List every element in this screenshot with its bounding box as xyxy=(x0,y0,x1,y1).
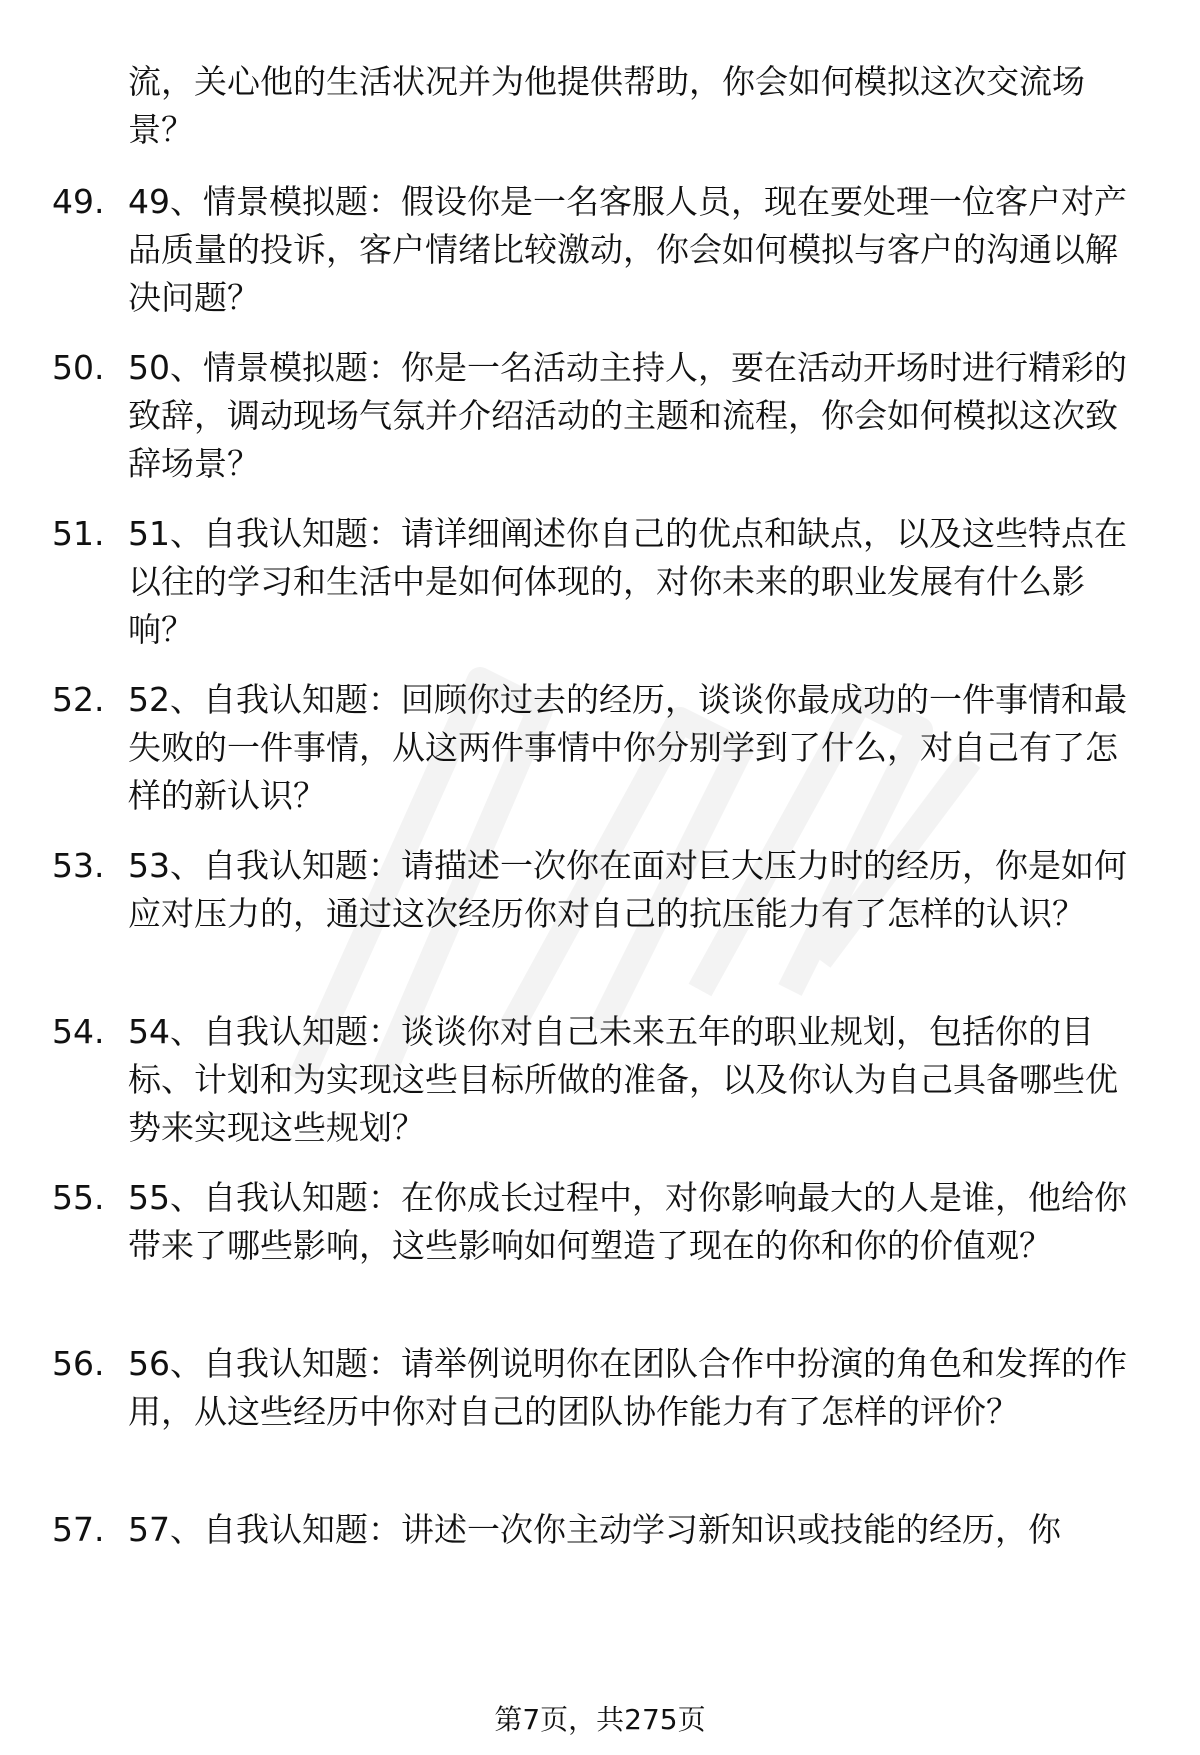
item-number: 54. xyxy=(52,1012,105,1051)
item-text: 55、自我认知题：在你成长过程中，对你影响最大的人是谁，他给你带来了哪些影响，这些影响如何塑造了现在的你和你的价值观？ xyxy=(128,1178,1127,1265)
item-text: 56、自我认知题：请举例说明你在团队合作中扮演的角色和发挥的作用，从这些经历中你对自己的团队协作能力有了怎样的评价？ xyxy=(128,1344,1127,1431)
item-number: 52. xyxy=(52,680,105,719)
item-number: 57. xyxy=(52,1510,105,1549)
item-number: 50. xyxy=(52,348,105,387)
item-text: 52、自我认知题：回顾你过去的经历，谈谈你最成功的一件事情和最失败的一件事情，从这两件事情中你分别学到了什么，对自己有了怎样的新认识？ xyxy=(128,680,1127,815)
page-footer: 第7页，共275页 xyxy=(494,1703,706,1736)
item-text: 53、自我认知题：请描述一次你在面对巨大压力时的经历，你是如何应对压力的，通过这次经历你对自己的抗压能力有了怎样的认识？ xyxy=(128,846,1127,933)
item-number: 56. xyxy=(52,1344,105,1383)
item-number: 49. xyxy=(52,182,105,221)
item-number: 53. xyxy=(52,846,105,885)
item-text: 54、自我认知题：谈谈你对自己未来五年的职业规划，包括你的目标、计划和为实现这些目标所做的准备，以及你认为自己具备哪些优势来实现这些规划？ xyxy=(128,1012,1118,1147)
continuation-paragraph: 流，关心他的生活状况并为他提供帮助，你会如何模拟这次交流场景？ xyxy=(128,62,1085,149)
item-text: 51、自我认知题：请详细阐述你自己的优点和缺点，以及这些特点在以往的学习和生活中是如何体现的，对你未来的职业发展有什么影响？ xyxy=(128,514,1127,649)
item-text: 49、情景模拟题：假设你是一名客服人员，现在要处理一位客户对产品质量的投诉，客户情绪比较激动，你会如何模拟与客户的沟通以解决问题？ xyxy=(128,182,1127,317)
item-text: 57、自我认知题：讲述一次你主动学习新知识或技能的经历，你 xyxy=(128,1510,1061,1549)
item-number: 55. xyxy=(52,1178,105,1217)
item-text: 50、情景模拟题：你是一名活动主持人，要在活动开场时进行精彩的致辞，调动现场气氛并介绍活动的主题和流程，你会如何模拟这次致辞场景？ xyxy=(128,348,1127,483)
item-number: 51. xyxy=(52,514,105,553)
